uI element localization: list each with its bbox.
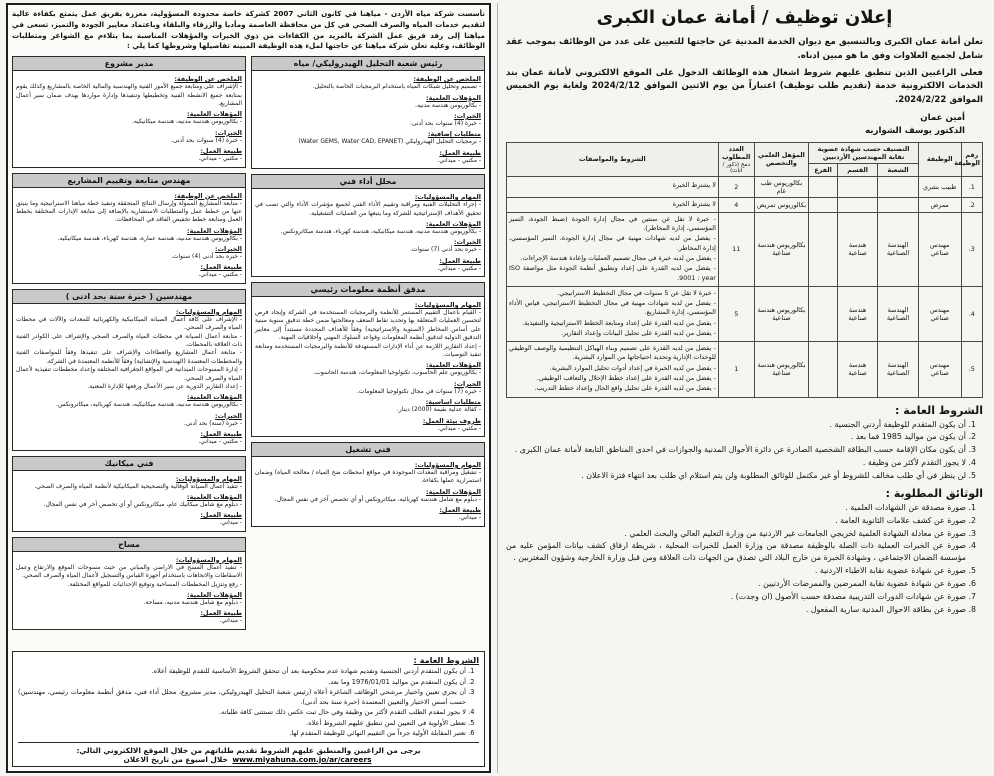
condition-item: - يفضل من لديه الخبرة في إعداد أدوات تحليل الموارد البشرية. — [549, 363, 716, 372]
condition-item: - يفضل من لديه القدرة على إعداد وتطبيق أنظمة الجودة مثل مواصفة ISO 9001 : year. — [509, 264, 716, 282]
section-label: طبيعة العمل: — [200, 147, 242, 156]
job-box — [251, 174, 485, 277]
col-class-branch: الفرع — [809, 163, 838, 176]
list-item: 1. أن يكون المتقدم أردني الجنسية وتقديم شهادة عدم محكومية بعد أن تتحقق الشروط الأساسية للتقدم للوظيفة أعلاه. — [18, 667, 466, 677]
section-item: - ميداني. — [458, 514, 481, 522]
careers-url[interactable]: www.miyahuna.com.jo/ar/careers — [232, 755, 372, 764]
section-item: - دبلوم مع شامل هندسة كهربائيه، ميكاترونكس أو أي تخصص آخر في نفس المجال. — [274, 495, 481, 503]
job-box-title: فني تشغيل — [252, 443, 484, 457]
cell-c-qism — [837, 176, 877, 197]
section-item: - الإشراف على كافة أعمال الصيانة الميكانيكية والكهربائية للمعدات والآلات في محطات المياه والصرف الصحي. — [16, 315, 242, 332]
cell-c-far3 — [809, 212, 838, 286]
section-label: متطلبات إضافية: — [427, 130, 481, 139]
job-box-body — [252, 189, 484, 276]
cell-c-no: 2. — [961, 197, 982, 212]
condition-item: لا يشترط الخبرة — [672, 199, 716, 208]
signature-block — [506, 112, 965, 138]
section-item: - تصميم وتحليل شبكات المياه باستخدام البرمجيات الخاصة بالتحليل. — [312, 83, 481, 91]
cell-conditions — [507, 176, 719, 197]
condition-item: - يفضل من لديه القدرة على إعداد ومتابعة الخطط الاستراتيجية والتنفيذية. — [522, 318, 716, 327]
cell-c-qual: بكالوريوس هندسة صناعية — [754, 286, 809, 341]
section-label: متطلبات اساسية: — [425, 398, 481, 407]
col-count — [718, 142, 754, 176]
condition-item: - خبرة لا تقل عن سنتين في مجال إدارة الجودة (ضبط الجودة، التميز المؤسسي، إدارة المخاطر). — [509, 214, 716, 233]
section-label: طبيعة العمل: — [200, 263, 242, 272]
cell-c-count: 2 — [718, 176, 754, 197]
section-label: المؤهلات العلمية: — [187, 590, 242, 599]
section-label: الخبرات: — [215, 245, 242, 254]
job-box-body — [13, 471, 245, 531]
required-documents-list — [506, 502, 983, 616]
cell-c-no: 1. — [961, 176, 982, 197]
jobs-table-body — [507, 176, 983, 397]
section-item: - كفالة عدلية بقيمة (2000) دينار. — [396, 406, 481, 414]
section-label: المؤهلات العلمية: — [426, 487, 481, 496]
list-item: 6. صورة عن شهادة عضوية نقابة الممرضين والممرضات الأردنيين . — [506, 578, 966, 590]
col-classification: التصنيف حسب شهادة عضوية نقابة المهندسين الأردنيين — [809, 142, 918, 163]
list-item: 8. صورة عن بطاقة الاحوال المدنية سارية المفعول . — [506, 604, 966, 616]
condition-item: - يفضل من لديه القدرة على تحليل البيانات وإعداد التقارير. — [561, 328, 716, 337]
job-box — [12, 289, 246, 451]
job-box-body — [13, 71, 245, 166]
section-label: الخبرات: — [215, 128, 242, 137]
job-box-title: رئيس شعبة التحليل الهيدروليكي/ مياه — [252, 57, 484, 71]
section-item: - بكالوريوس هندسة مدنيه، هندسة عماره، هندسة كهرباء، هندسة ميكانيكيه. — [57, 234, 242, 242]
job-box — [251, 282, 485, 437]
condition-item: - يفضل من لديه القدرة على تحليل واقع الحال وإعداد خطط التدريب. — [534, 384, 716, 393]
cell-c-far3 — [809, 342, 838, 397]
section-label: المؤهلات العلمية: — [426, 93, 481, 102]
cell-c-job: ممرض — [918, 197, 961, 212]
section-label: المؤهلات العلمية: — [187, 393, 242, 402]
amman-intro-paragraph-1: تعلن أمانة عمان الكبرى وبالتنسيق مع ديوان الخدمة المدنية عن حاجتها للتعيين على عدد من الوظائف بموجب عقد شامل لجميع العلاوات وفق ما هو مبين ادناه. — [506, 37, 983, 61]
job-box-title: مدقق أنظمة معلومات رئيسي — [252, 283, 484, 297]
miyahuna-ad — [6, 3, 491, 773]
footer-text-after-url: خلال اسبوع من تاريخ الاعلان — [123, 755, 228, 764]
cell-c-qism: هندسة صناعية — [837, 286, 877, 341]
section-item: - متابعة أعمال الصيانة في محطات المياه والصرف الصحي والإشراف على الكوادر الفنية ذات العلاقة بالمحطات. — [16, 332, 242, 349]
job-box-title: مهندس متابعة وتقييم المشاريع — [13, 174, 245, 188]
col-qualification: المؤهل العلمي والتخصص — [754, 142, 809, 176]
section-item: - خبرة (4) سنوات بحد أدنى. — [170, 136, 242, 144]
list-item: 2. أن يكون المتقدم من مواليد 1976/01/01 وما بعد. — [18, 678, 466, 688]
table-row — [507, 342, 983, 397]
list-item: 1. أن يكون المتقدم للوظيفة أردني الجنسية . — [506, 419, 966, 431]
job-box-body — [13, 552, 245, 629]
section-label: المهام والمسؤوليات: — [414, 193, 481, 202]
cell-c-count: 5 — [718, 286, 754, 341]
cell-c-sheba — [878, 197, 918, 212]
section-label: المؤهلات العلمية: — [187, 226, 242, 235]
mayor-title: أمين عمان — [920, 112, 965, 123]
col-conditions: الشروط والمواصفات — [507, 142, 719, 176]
job-box-body — [252, 297, 484, 436]
list-item: 5. صورة عن شهادة عضوية نقابة الاطباء الاردنية . — [506, 565, 966, 577]
section-label: الملخص عن الوظيفة: — [174, 75, 242, 84]
list-item: 2. أن يكون من مواليد 1985 فما بعد . — [506, 431, 966, 443]
table-row — [507, 197, 983, 212]
cell-c-sheba — [878, 176, 918, 197]
section-item: - بكالوريوس هندسة مدنيه، هندسة ميكانيكيه، هندسة كهرباء، هندسة ميكاترونكس. — [280, 227, 481, 235]
job-box-title: مدير مشروع — [13, 57, 245, 71]
table-row — [507, 176, 983, 197]
miyahuna-general-list — [18, 667, 479, 739]
job-box — [12, 456, 246, 532]
section-item: - ميداني. — [219, 519, 242, 527]
section-item: - إعداد التقارير اللازمة عن أداء الإدارات المستهدفة للأنظمة والبرمجيات المستخدمة ومتابعة تنفيذ التوصيات. — [255, 342, 481, 359]
section-item: - دبلوم مع شامل ميكانيك عام، ميكاترونكس أو أي تخصص آخر في نفس المجال. — [43, 500, 242, 508]
section-item: - بكالوريوس هندسة مدنيه. — [415, 101, 481, 109]
section-item: - دبلوم مع شامل هندسة مدنيه، مساحة. — [143, 598, 242, 606]
list-item: 1. صورة مصدقة عن الشهادات العلمية . — [506, 502, 966, 514]
condition-item: - خبرة لا تقل عن 5 سنوات في مجال التخطيط الاستراتيجي. — [557, 288, 716, 297]
amman-ad — [497, 3, 991, 773]
section-label: طبيعة العمل: — [200, 609, 242, 618]
cell-c-job: مهندس صناعي — [918, 286, 961, 341]
job-box — [251, 56, 485, 169]
section-label: طبيعة العمل: — [439, 256, 481, 265]
cell-c-far3 — [809, 176, 838, 197]
cell-c-no: 5. — [961, 342, 982, 397]
section-item: - خبرة (4) سنوات بحد أدنى. — [409, 119, 481, 127]
col-class-section: القسم — [837, 163, 877, 176]
amman-ad-title: إعلان توظيف / أمانة عمان الكبرى — [596, 7, 893, 28]
list-item: 4. لا يجوز لمقدم الطلب التقدم لأكثر من وظيفة وفي حال ثبت عكس ذلك تستثنى كافة طلباته. — [18, 708, 466, 718]
list-item: 3. أن يكون مكان الإقامة حسب البطاقة الشخصية الصادرة عن دائرة الأحوال المدنية والجوازات في احدى المناطق التابعة لأمانة عمان الكبرى . — [506, 444, 966, 456]
table-row — [507, 212, 983, 286]
section-item: - بكالوريوس هندسة مدنيه، هندسة ميكانيكيه. — [131, 118, 242, 126]
job-box — [12, 56, 246, 167]
cell-c-qual: بكالوريوس طب عام — [754, 176, 809, 197]
job-box-body — [13, 304, 245, 450]
list-item: 3. أن يجري تعيين واختيار مرشحي الوظائف الشاغرة أعلاه (رئيس شعبة التحليل الهيدروليكي، مدير مشروع، محلل أداء فني، مدقق أنظمة معلومات رئيسي، مهندسين) حسب أسس الاختيار والتعيين المعتمدة (خبرة سنة بحد أدنى). — [18, 688, 466, 707]
job-boxes-column-left — [12, 56, 246, 635]
list-item: 7. صورة عن شهادات الدورات التدريبية مصدقة حسب الأصول (ان وجدت) . — [506, 591, 966, 603]
cell-c-qism: هندسة صناعية — [837, 212, 877, 286]
section-item: - متابعة أعمال المشاريع والعطاءات والإشراف على تنفيذها وفقاً للمواصفات الفنية والمخططات المعتمدة (الهندسية والإنشائية) وفقاً للأنظمة المعتمدة في الشركة. — [16, 349, 242, 365]
section-item: - تنفيذ أعمال الصيانة الوقائية والتصحيحية الميكانيكية لأنظمة المياه والصرف الصحي. — [34, 482, 242, 490]
required-documents-title: الوثائق المطلوبة : — [885, 486, 983, 500]
cell-c-job: طبيب بشري — [918, 176, 961, 197]
list-item: 6. تعتبر المقابلة الأولية جزءاً من التقييم النهائي للوظيفة المتقدم لها. — [18, 729, 466, 739]
cell-conditions — [507, 197, 719, 212]
cell-c-sheba: الهندسة الصناعية — [878, 286, 918, 341]
jobs-table-header — [507, 142, 983, 176]
section-label: طبيعة العمل: — [200, 430, 242, 439]
section-item: - خبره (7) سنوات في مجال تكنولوجيا المعلومات. — [356, 387, 481, 395]
cell-c-no: 3. — [961, 212, 982, 286]
list-item: 3. صورة عن معادلة الشهادة العلمية لخريجي الجامعات غير الاردنية من وزارة التعليم العالي والبحث العلمي . — [506, 528, 966, 540]
section-label: المهام والمسؤوليات: — [414, 301, 481, 310]
cell-c-far3 — [809, 197, 838, 212]
section-item: - متابعة المشاريع الممولة وإرسال النتائج المتحققة وتنفيذ خطة مياهنا الاستراتيجية وما ينبثق عنها من خطط عمل والمتطلبات الاستشارية بالإضافة إلى متابعة الإدارات المختلفة بخطط العمل ومتابعة خطط تخفيض الفاقد في المحافظات. — [16, 199, 242, 224]
condition-item: - يفضل من لديه شهادات مهنية في مجال التخطيط الاستراتيجي، قياس الأداء المؤسسي، إدارة المشاريع. — [509, 299, 716, 317]
condition-item: - يفضل من لديه شهادات مهنية في مجال إدارة الجودة، التميز المؤسسي، إدارة المخاطر. — [509, 234, 716, 252]
col-job: الوظيفة — [918, 142, 961, 176]
list-item: 2. صورة عن كشف علامات الثانوية العامة . — [506, 515, 966, 527]
section-item: - رفع وتنزيل المخططات المساحية وتوقيع الإحداثيات للمواقع المختلفة. — [67, 580, 242, 588]
jobs-table — [506, 142, 983, 398]
list-item: 5. لن ينظر في أي طلب مخالف للشروط أو غير مكتمل للوثائق المطلوبة ولن يتم استلام اي طلب بعد انتهاء فترة الاعلان . — [506, 470, 966, 482]
cell-conditions — [507, 342, 719, 397]
col-count-sub-label: دمج (ذكور / اناث) — [722, 161, 750, 174]
condition-item: لا يشترط الخبرة — [672, 181, 716, 190]
col-job-number: رقم الوظيفة — [961, 142, 982, 176]
job-boxes-column-right — [251, 56, 485, 531]
section-item: - القيام بأعمال التقييم المستمر للأنظمة والبرمجيات المستخدمة في الشركة وإيجاد فرص لتحسين العمليات المتعلقة بها وتحديد نقاط الضعف ومعالجتها ضمن خطة تدقيق سنوية مبنية على أساس المخاطر (السنوية والاستراتيجية) وفقاً للأهداف المحددة مستنداً إلى معايير التدقيق الدولية لتدقيق أنظمة المعلومات وقواعد السلوك المهني وأخلاقيات المهنة. — [255, 309, 481, 342]
cell-c-qism: هندسة صناعية — [837, 342, 877, 397]
cell-conditions — [507, 212, 719, 286]
list-item: 4. صورة عن الخبرات العملية ذات الصلة بالوظيفة مصدقة من وزارة العمل للخبرات المحلية ، شريطة ارفاق كشف بيانات المؤمن عليه من مؤسسة الضمان الاجتماعي ، وشهادة الخبرة من خارج البلاد التي تصدق من الجهات ذات العلاقة ومن قبل وزارة الخارجية وشؤون المغتربين . — [506, 540, 966, 564]
section-item: - مكتبي - ميداني. — [437, 264, 481, 272]
miyahuna-general-conditions — [12, 651, 485, 767]
list-item: 5. تعطى الأولوية في التعيين لمن تنطبق عليهم الشروط أعلاه. — [18, 719, 466, 729]
cell-c-job: مهندس صناعي — [918, 342, 961, 397]
job-box-title: مساح — [13, 538, 245, 552]
job-box — [12, 537, 246, 630]
cell-c-count: 11 — [718, 212, 754, 286]
section-label: المؤهلات العلمية: — [426, 219, 481, 228]
section-item: - إجراء التحليلات الفنية ومراقبة وتقييم الأداء الفني لجميع مؤشرات الأداء والتي تصب في تحقيق الأهداف الإستراتيجية للشركة وما يتبعها من العمليات التشغيلية. — [255, 201, 481, 217]
col-count-label: العدد المطلوب — [722, 144, 751, 161]
list-item: 4. لا يجوز التقدم لأكثر من وظيفة . — [506, 457, 966, 469]
cell-c-sheba: الهندسة الصناعية — [878, 212, 918, 286]
mayor-name: الدكتور يوسف الشواربه — [865, 125, 965, 136]
cell-c-qual: بكالوريوس هندسة صناعية — [754, 212, 809, 286]
cell-conditions — [507, 286, 719, 341]
miyahuna-intro-paragraph: تأسست شركة مياه الأردن - مياهنا في كانون الثاني 2007 كشركة خاصة محدودة المسؤولية، معززة بفريق عمل يتمتع بكفاءة عالية لتقديم خدمات المياه والصرف الصحي في كل من محافظة العاصمة ومأدبا والزرقاء والبلقاء وباعتماد معايير الجودة والتميز، تسعى في مياهنا إلى رفد فريق عمل الشركة بالمزيد من الكفاءات من ذوي الخبرات والمؤهلات المناسبة بما يتلاءم مع الشواغر ومتطلبات الوظائف، وعليه تعلن شركة مياهنا عن حاجتها لملء هذه الوظيفة المبينه تفاصيلها وشروطها كما يلي : — [12, 9, 486, 51]
section-label: طبيعة العمل: — [439, 148, 481, 157]
job-box — [251, 442, 485, 527]
amman-intro-paragraph-2: فعلى الراغبين الذين تنطبق عليهم شروط اشغال هذه الوظائف الدخول على الموقع الالكتروني لأمانة عمان بند الخدمات الالكترونية خدمة (تقديم طلب توظيف) اعتباراً من يوم الاثنين الموافق 2024/2/12 ولغاية يوم الخميس الموافق 2024/2/22. — [506, 67, 983, 105]
section-label: الخبرات: — [454, 238, 481, 247]
condition-item: - يفضل من لديه القدرة على تصميم وبناء الهياكل التنظيمية والوصف الوظيفي للوحدات الإدارية وتحديد احتياجاتها من الموارد البشرية. — [509, 344, 716, 362]
cell-c-count: 1 — [718, 342, 754, 397]
section-item: - مكتبي - ميداني. — [198, 438, 242, 446]
job-box-body — [252, 457, 484, 526]
cell-c-no: 4. — [961, 286, 982, 341]
cell-c-count: 4 — [718, 197, 754, 212]
section-item: - مكتبي - ميداني. — [198, 155, 242, 163]
cell-c-qual: بكالوريوس تمريض — [754, 197, 809, 212]
job-box-body — [252, 71, 484, 168]
section-item: - ميداني. — [219, 617, 242, 625]
job-box-title: محلل أداء فني — [252, 175, 484, 189]
section-label: المؤهلات العلمية: — [426, 361, 481, 370]
section-label: الخبرات: — [454, 379, 481, 388]
section-item: - بكالوريوس علم الحاسوب، تكنولوجيا المعلومات، هندسة الحاسوب. — [313, 369, 481, 377]
section-item: - مكتبي - ميداني. — [437, 156, 481, 164]
section-item: - خبره بحد أدنى (7) سنوات. — [409, 246, 481, 254]
section-label: المهام والمسؤوليات: — [175, 307, 242, 316]
job-box-title: فني ميكانيك — [13, 457, 245, 471]
section-label: الملخص عن الوظيفة: — [174, 191, 242, 200]
section-item: - الإشراف على ومتابعة جميع الأمور الفنية والهندسية والمالية الخاصة بالمشاريع وكذلك يقوم بمتابعة جميع الانشطة الفنية وتخطيطها وتنفيذها وإدارة مواردها بهدف ضمان سير أعمال المشاريع. — [16, 83, 242, 107]
cell-c-far3 — [809, 286, 838, 341]
application-footer — [18, 742, 479, 764]
section-item: - إدارة المسوحات الميدانية في المواقع الجغرافية المختلفة وإعداد مخططات تنفيذية لأعمال المياه والصرف الصحي. — [16, 366, 242, 382]
condition-item: - يفضل من لديه خبرة في مجال تصميم العمليات وإعادة هندسة الإجراءات. — [520, 253, 716, 262]
section-item: - مكتبي - ميداني. — [437, 424, 481, 432]
section-label: الملخص عن الوظيفة: — [413, 75, 481, 84]
section-label: ظروف بيئة العمل: — [422, 416, 481, 425]
job-boxes-area — [12, 56, 485, 649]
section-label: الخبرات: — [215, 411, 242, 420]
section-label: طبيعة العمل: — [439, 506, 481, 515]
section-item: - برمجيات التحليل الهيدروليكي (Water GEMS, Water CAD, EPANET) — [298, 138, 481, 146]
section-label: طبيعة العمل: — [200, 511, 242, 520]
section-item: - خبرة (سنة) بحد أدنى. — [183, 419, 242, 427]
col-class-division: الشعبة — [878, 163, 918, 176]
cell-c-qism — [837, 197, 877, 212]
section-item: - تشغيل ومراقبة المعدات الموجودة في مواقع (محطات ضخ المياه / معالجة المياه) وضمان استمرارية عملها بكفاءة. — [255, 469, 481, 485]
section-label: الخبرات: — [454, 111, 481, 120]
general-conditions-title: الشروط العامة : — [895, 403, 983, 417]
section-item: - خبره بحد أدنى (4) سنوات. — [170, 253, 242, 261]
section-item: - بكالوريوس هندسة مدنيه، هندسة ميكانيكيه، هندسة كهربائيه، ميكاترونكس. — [56, 401, 242, 409]
section-item: - مكتبي - ميداني. — [198, 271, 242, 279]
cell-c-qual: بكالوريوس هندسة صناعية — [754, 342, 809, 397]
section-label: المهام والمسؤوليات: — [175, 474, 242, 483]
section-item: - تنفيذ أعمال المسح في الاراضي والمباني من حيث مسوحات الموقع والارتفاع وعمل الاسقاطات والاتجاهات باستخدام أجهزة القياس والتسجيل لأعمال المياه والصرف الصحي. — [16, 563, 242, 580]
table-row — [507, 286, 983, 341]
job-box-body — [13, 188, 245, 283]
job-box — [12, 173, 246, 284]
section-item: - إعداد التقارير الدورية عن سير الأعمال ورفعها للإدارة المعنية. — [87, 383, 242, 390]
section-label: المهام والمسؤوليات: — [175, 555, 242, 564]
condition-item: - يفضل من لديه القدرة على إعداد خطط الإحلال والتعاقب الوظيفي. — [536, 374, 716, 383]
job-box-title: مهندسين ( خبرة سنة بحد ادنى ) — [13, 290, 245, 304]
section-label: المؤهلات العلمية: — [187, 492, 242, 501]
miyahuna-general-title: الشروط العامة : — [413, 655, 479, 666]
section-label: المهام والمسؤوليات: — [414, 461, 481, 469]
cell-c-sheba: الهندسة الصناعية — [878, 342, 918, 397]
section-label: المؤهلات العلمية: — [187, 110, 242, 119]
footer-text-before-url: يرجى من الراغبين والمنطبق عليهم الشروط تقديم طلباتهم من خلال الموقع الالكتروني التالي: — [76, 746, 421, 755]
cell-c-job: مهندس صناعي — [918, 212, 961, 286]
general-conditions-list — [506, 419, 983, 482]
